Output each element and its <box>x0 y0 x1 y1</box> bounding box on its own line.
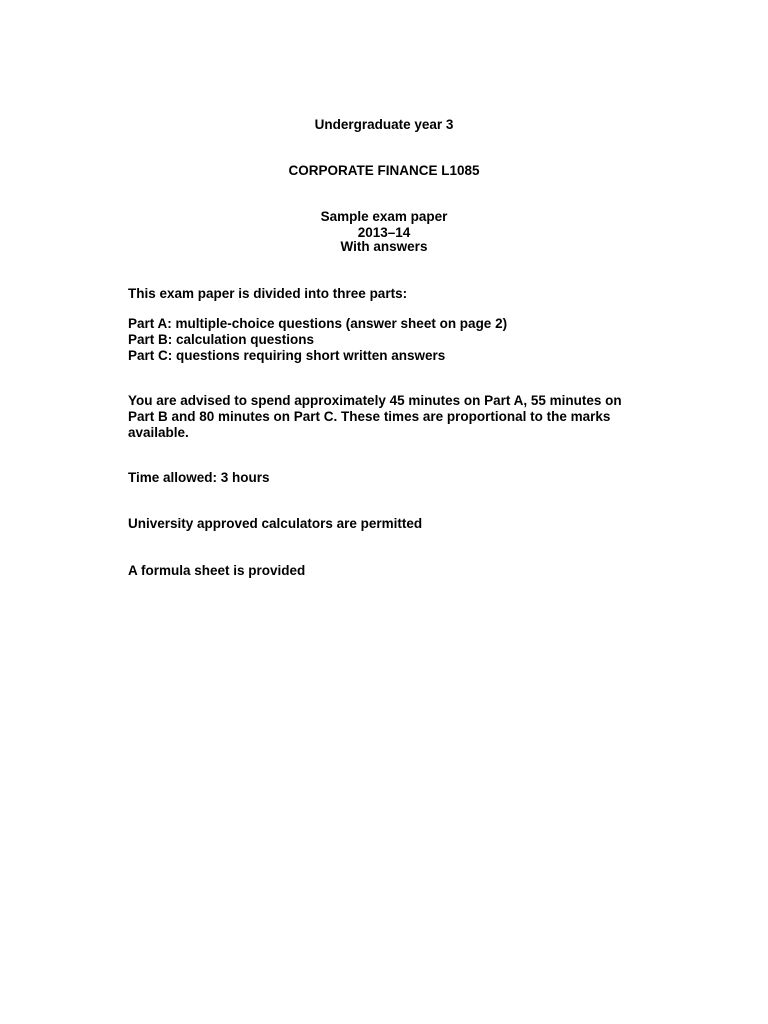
part-b-item: Part B: calculation questions <box>128 332 315 347</box>
part-c-item: Part C: questions requiring short written answers <box>128 348 446 363</box>
formula-sheet-note: A formula sheet is provided <box>128 563 306 578</box>
course-title: CORPORATE FINANCE L1085 <box>288 163 480 178</box>
time-advice <box>128 393 668 441</box>
year-heading: Undergraduate year 3 <box>314 117 454 132</box>
parts-list <box>128 316 668 364</box>
advice-line: Part B and 80 minutes on Part C. These times are proportional to the marks <box>128 409 611 424</box>
time-allowed: Time allowed: 3 hours <box>128 470 270 485</box>
part-a-item: Part A: multiple-choice questions (answer sheet on page 2) <box>128 316 508 331</box>
session-year: 2013–14 <box>357 225 411 240</box>
paper-type: Sample exam paper <box>320 209 448 224</box>
calculators-note: University approved calculators are permitted <box>128 516 423 531</box>
advice-line: You are advised to spend approximately 45 minutes on Part A, 55 minutes on <box>128 393 622 408</box>
answers-note: With answers <box>340 239 428 254</box>
advice-line: available. <box>128 425 189 440</box>
divided-statement: This exam paper is divided into three parts: <box>128 286 408 301</box>
